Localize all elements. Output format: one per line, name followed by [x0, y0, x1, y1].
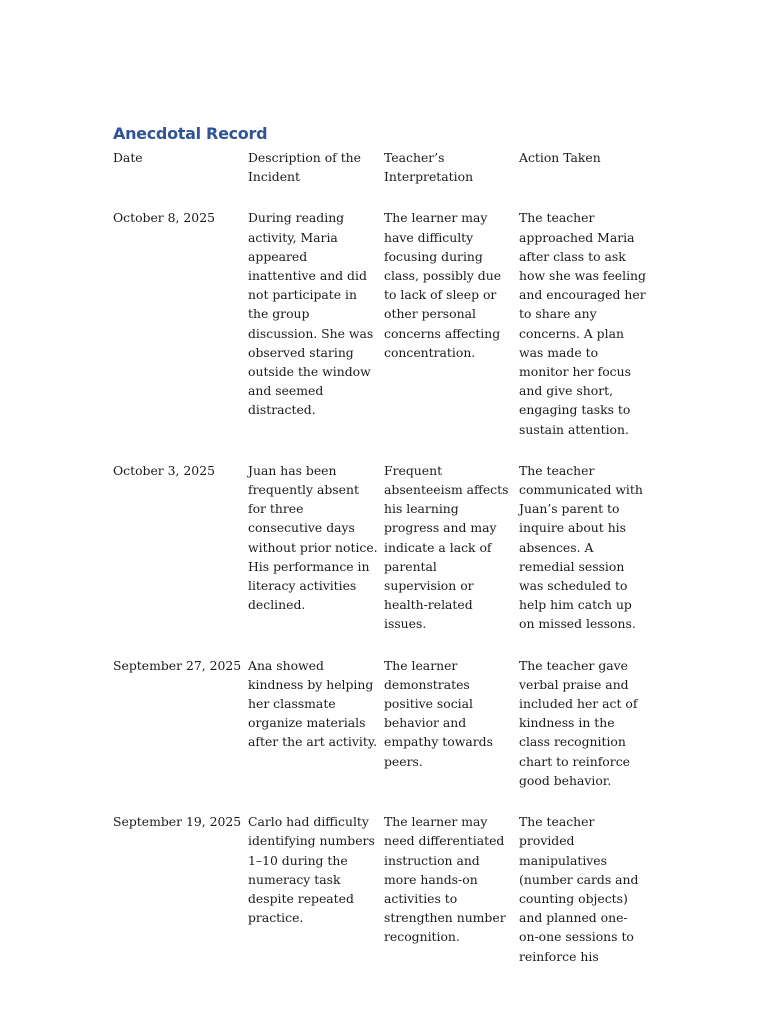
cell-description: During reading activity, Maria appeared inattentive and did not participate in the group discussion. She was observed staring outside the window and seemed distracted.	[248, 210, 374, 418]
header-action: Action Taken	[519, 150, 601, 165]
cell-description: Carlo had difficulty identifying numbers 1–10 during the numeracy task despite repeated practice.	[248, 814, 375, 926]
table-row	[113, 208, 653, 460]
cell-date: October 8, 2025	[113, 210, 215, 226]
table-header-row	[113, 148, 653, 208]
cell-action: The teacher provided manipulatives (number cards and counting objects) and planned one-on-one sessions to reinforce his	[519, 814, 639, 964]
header-interpretation: Teacher’s Interpretation	[384, 150, 474, 185]
cell-action: The teacher approached Maria after class to ask how she was feeling and encouraged her to share any concerns. A plan was made to monitor her focus and give short, engaging tasks to sustain attention.	[519, 210, 646, 437]
cell-interpretation: The learner may need differentiated instruction and more hands-on activities to strengthen number recognition.	[384, 814, 506, 945]
cell-interpretation: The learner may have difficulty focusing during class, possibly due to lack of sleep or other personal concerns affecting concentration.	[384, 210, 502, 360]
anecdotal-record-table	[113, 148, 653, 988]
table-row	[113, 461, 653, 656]
cell-description: Ana showed kindness by helping her classmate organize materials after the art activity.	[248, 657, 378, 750]
cell-interpretation: The learner demonstrates positive social behavior and empathy towards peers.	[384, 657, 493, 769]
cell-action: The teacher communicated with Juan’s parent to inquire about his absences. A remedial session was scheduled to help him catch up on missed lessons.	[519, 462, 643, 632]
cell-action: The teacher gave verbal praise and included her act of kindness in the class recognition chart to reinforce good behavior.	[519, 657, 638, 788]
header-date: Date	[113, 150, 143, 165]
header-description: Description of the Incident	[248, 150, 361, 185]
cell-date: September 27, 2025	[113, 657, 242, 673]
document-title: Anecdotal Record	[113, 124, 268, 143]
cell-date: September 19, 2025	[113, 814, 242, 830]
cell-interpretation: Frequent absenteeism affects his learning progress and may indicate a lack of parental supervision or health-related issues.	[384, 462, 509, 632]
cell-date: October 3, 2025	[113, 462, 215, 478]
table-row	[113, 812, 653, 988]
table-row	[113, 656, 653, 812]
cell-description: Juan has been frequently absent for three consecutive days without prior notice. His performance in literacy activities declined.	[248, 462, 378, 613]
